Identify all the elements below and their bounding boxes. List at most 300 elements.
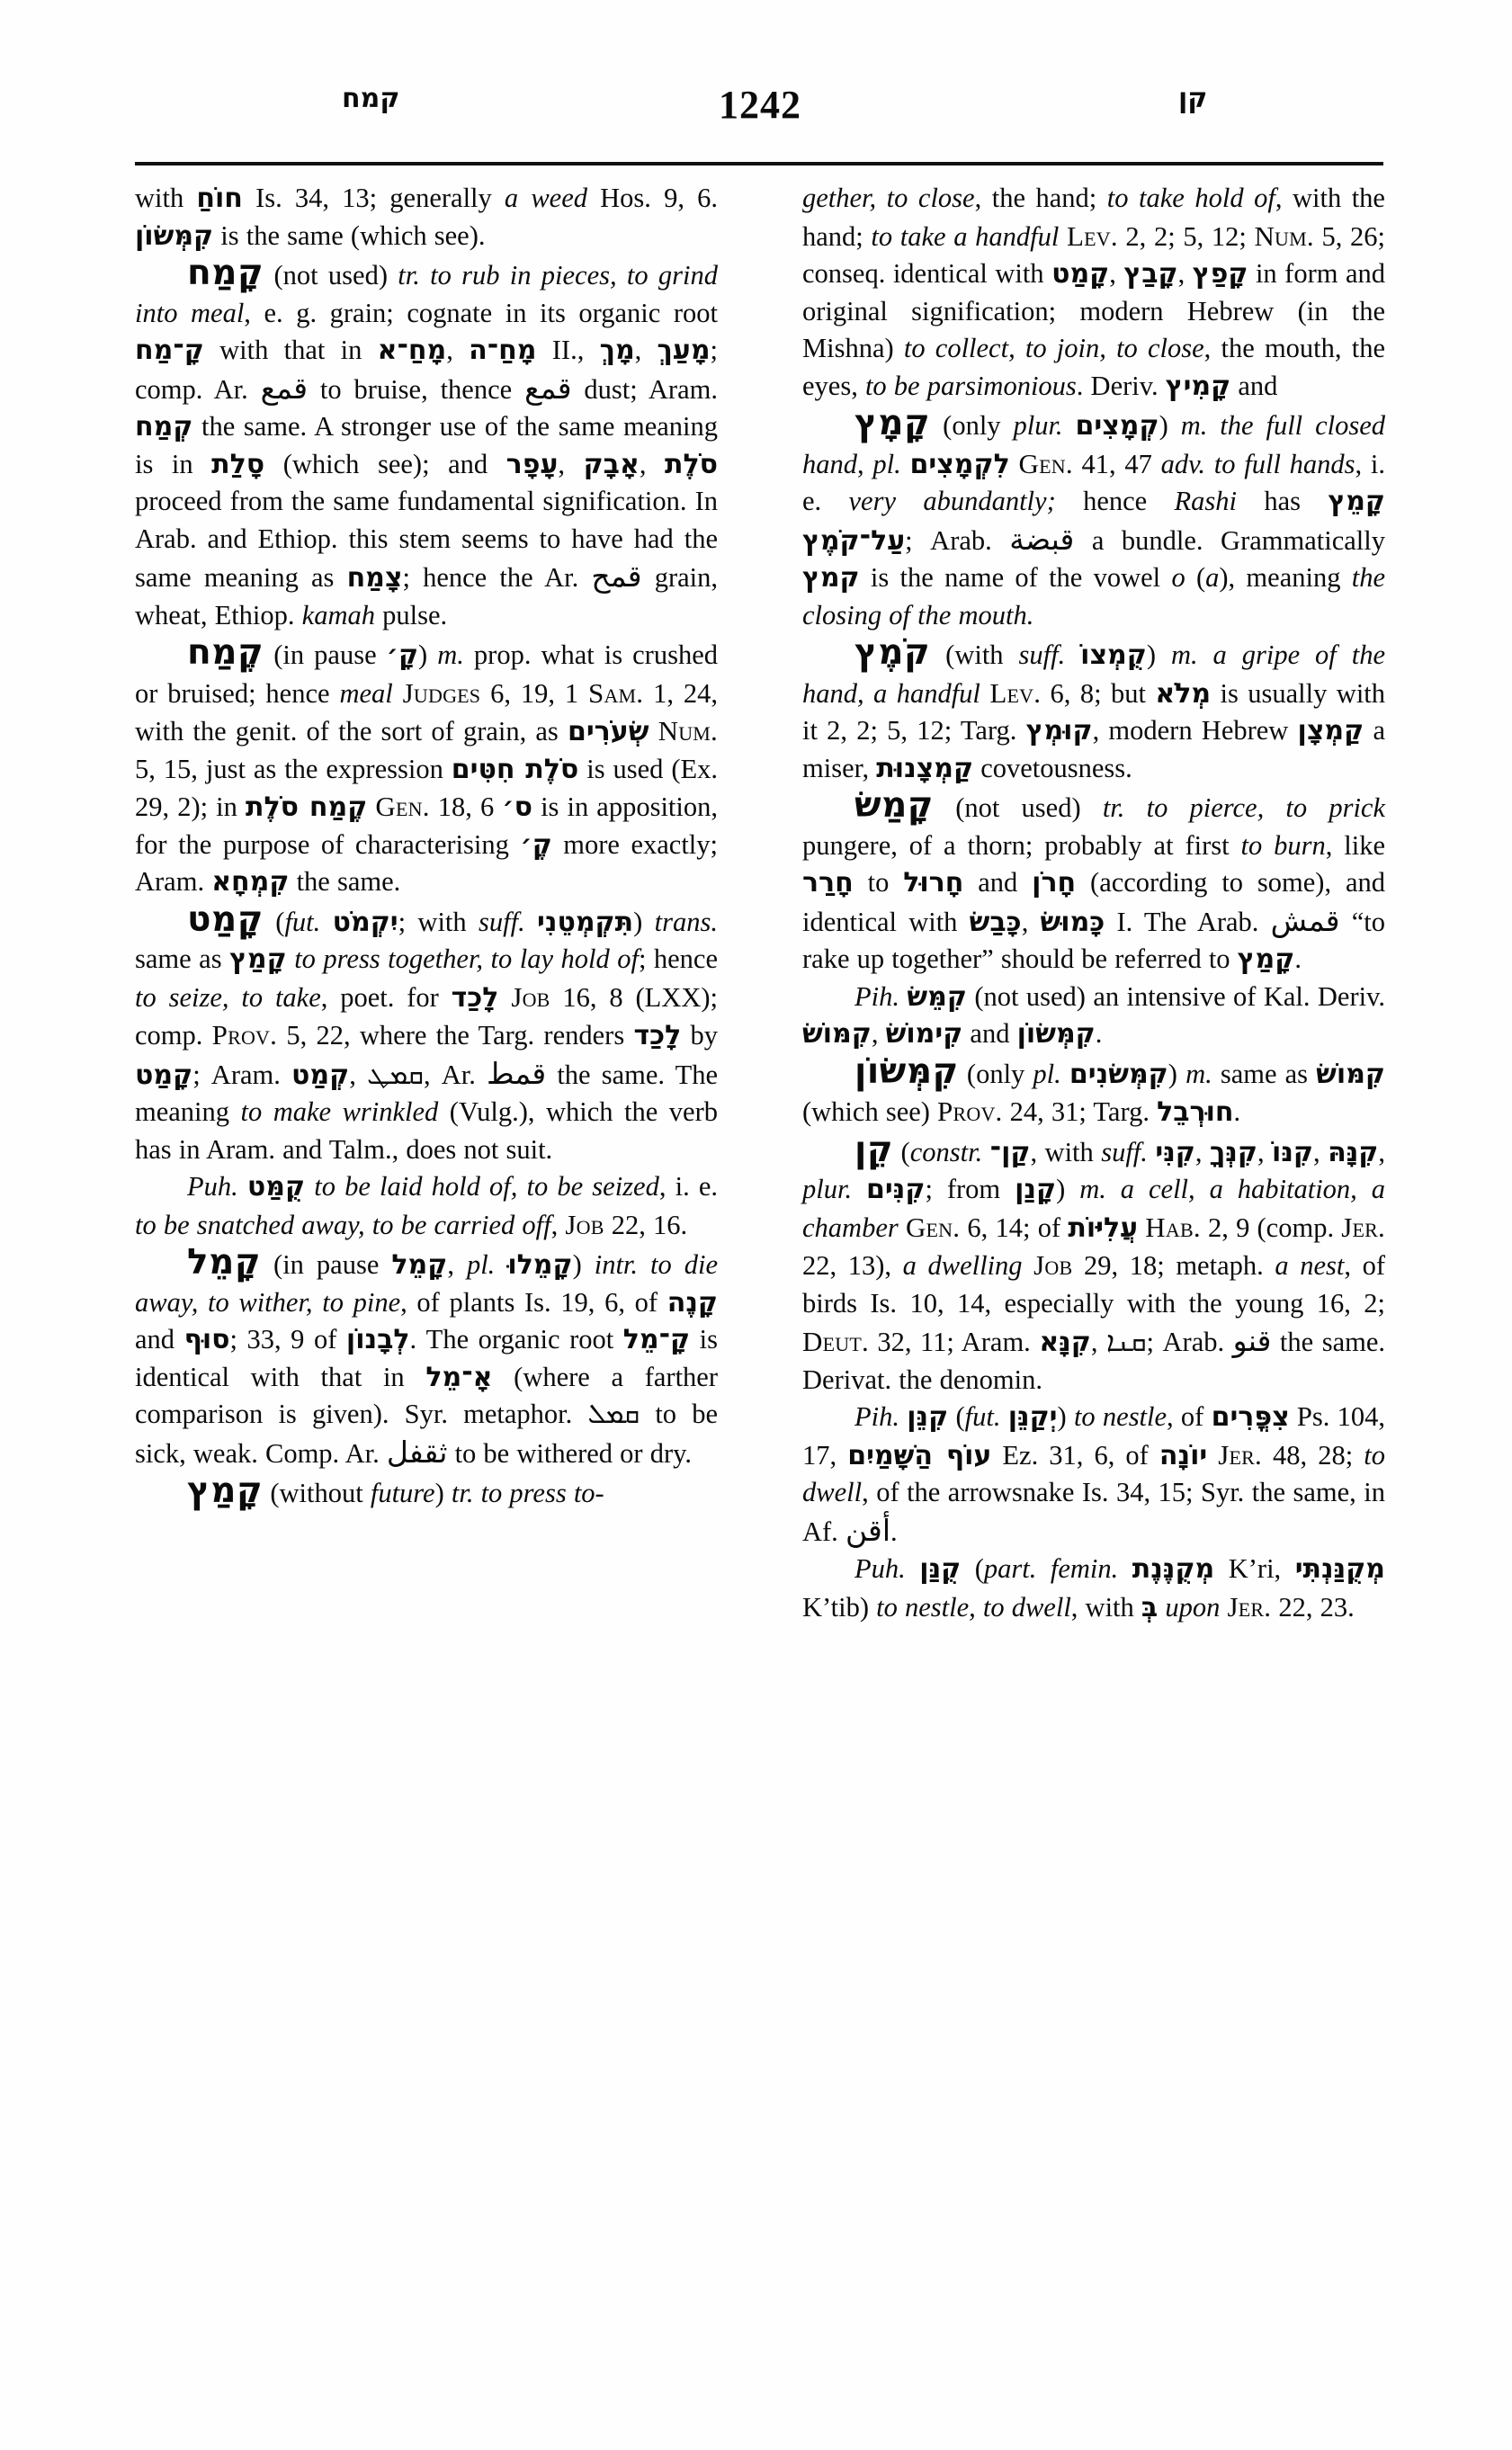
text-run: , with — [1070, 1591, 1141, 1623]
text-run: II., — [536, 335, 600, 365]
italic-run: a dwelling — [902, 1250, 1023, 1281]
arabic-run: قنو — [1232, 1323, 1272, 1358]
hebrew-run: קָמֵלוּ — [507, 1249, 573, 1281]
text-run: ; hence — [638, 943, 719, 974]
smallcaps-citation: Num. — [1254, 219, 1314, 252]
text-run: 24, 31; Targ. — [1002, 1096, 1158, 1127]
text-run: , — [1021, 906, 1041, 937]
text-run: K’ri, — [1214, 1553, 1295, 1584]
hebrew-run: שְׂעֹרִים — [567, 716, 649, 747]
text-run: , — [1194, 1136, 1210, 1167]
italic-run: to collect, to join, to close — [903, 333, 1204, 363]
running-head-right-catchword: קן — [1178, 83, 1208, 114]
text-run: 2, 9 (comp. — [1200, 1212, 1342, 1243]
text-run: ( — [1185, 562, 1206, 593]
entry-qen — [802, 1131, 1385, 1399]
entry-qomets-suffix — [802, 634, 1385, 787]
text-run: ) — [1168, 1058, 1186, 1089]
hebrew-run: קָמַט — [135, 1059, 193, 1091]
italic-run: very abundantly; — [848, 486, 1056, 516]
smallcaps-citation: Hab. — [1145, 1211, 1201, 1243]
arabic-run: قمح — [591, 559, 642, 594]
text-run: ) — [1056, 1174, 1080, 1204]
text-run: a bundle. Grammatically — [1074, 524, 1385, 556]
text-run: . — [1294, 943, 1302, 974]
text-run: , — [558, 448, 584, 479]
hebrew-run: לָכַד — [633, 1020, 682, 1051]
text-run: , with — [1030, 1136, 1102, 1167]
text-run: , — [447, 1249, 467, 1280]
hebrew-run: קָפַץ — [1192, 258, 1248, 290]
text-run — [1010, 449, 1019, 479]
left-column — [135, 180, 718, 2374]
text-run — [980, 678, 989, 709]
text-run — [498, 982, 511, 1013]
text-run — [1207, 1440, 1218, 1471]
hebrew-run: קִנִּים — [866, 1174, 926, 1205]
text-run: 22, 16. — [604, 1209, 688, 1240]
hebrew-lemma: קֹמֶץ — [854, 632, 931, 673]
text-run: grain, wheat, Ethiop. — [135, 562, 718, 630]
hebrew-run: קָ־מֵל — [622, 1324, 691, 1355]
italic-run: m. — [1185, 1058, 1212, 1089]
hebrew-run: קֻמְצוֹ — [1080, 639, 1147, 671]
hebrew-run: קְמַט — [291, 1059, 350, 1091]
text-run: the same. — [289, 866, 401, 897]
text-run: by — [681, 1020, 718, 1051]
italic-run: m. a gripe of the hand, a handful — [802, 639, 1385, 709]
hebrew-run: סֹלֶת חִטִּים — [451, 753, 579, 785]
text-run: , — [1090, 1327, 1106, 1357]
text-run — [1118, 1553, 1132, 1584]
italic-run: future — [370, 1478, 435, 1508]
text-run: has — [1237, 486, 1329, 516]
italic-run: plur. — [802, 1174, 853, 1204]
text-run: is the same (which see). — [213, 219, 486, 251]
italic-run: to dwell — [802, 1439, 1385, 1507]
italic-run: to be laid hold of, to be seized — [314, 1171, 659, 1202]
arabic-run: قمع — [524, 370, 572, 406]
hebrew-run: מָחַ־א — [377, 335, 447, 366]
text-run: , i. e. — [802, 448, 1386, 516]
text-run: in form and original signification; modern Hebrew (in the Mishna) — [802, 258, 1386, 363]
hebrew-run: בְּ — [1141, 1591, 1159, 1623]
text-run: , modern Hebrew — [1092, 715, 1298, 746]
italic-run: to take a handful — [871, 220, 1060, 252]
header-rule — [135, 162, 1383, 165]
hebrew-run: קִמּוֹשׂ — [802, 1018, 872, 1050]
hebrew-run: קִמְּשׂנִים — [1069, 1058, 1168, 1090]
text-run: , — [1109, 258, 1124, 289]
hebrew-run: יִקְמֹט — [332, 906, 398, 938]
hebrew-run: קִמּוֹשׂ — [1316, 1058, 1386, 1090]
text-run: , — [1257, 1136, 1273, 1167]
italic-run: o — [1171, 562, 1185, 593]
text-run: 18, 6 — [429, 791, 503, 822]
text-run: to — [853, 867, 904, 898]
hebrew-run: יְקַנֵּן — [1007, 1401, 1058, 1433]
smallcaps-citation: Lev. — [989, 676, 1042, 709]
hebrew-run: קִנָּהּ — [1328, 1136, 1379, 1168]
hebrew-run: קִמְּשׂוֹן — [1016, 1018, 1096, 1050]
text-run — [393, 678, 403, 709]
hebrew-run: כָּבַשׂ — [969, 906, 1022, 938]
text-run: , — [1378, 1136, 1385, 1167]
text-run: ( — [961, 1553, 984, 1584]
italic-run: a weed — [504, 183, 587, 213]
hebrew-run: קֶ׳ — [520, 828, 552, 861]
italic-run: upon — [1165, 1591, 1221, 1623]
italic-run: fut. — [284, 906, 321, 937]
text-run — [495, 1249, 507, 1280]
smallcaps-citation: Prov. — [937, 1095, 1003, 1127]
text-run: with that in — [203, 335, 378, 365]
text-run: (with — [930, 639, 1019, 670]
text-run: ; from — [925, 1174, 1015, 1204]
text-run: , — [871, 1018, 886, 1049]
italic-run: suff. — [479, 906, 525, 937]
italic-run: a — [1205, 562, 1220, 593]
italic-run: fut. — [964, 1401, 1001, 1432]
hebrew-run: קָבַץ — [1123, 258, 1178, 290]
hebrew-run: קִמְחָא — [211, 866, 290, 898]
text-run: , the mouth, the eyes, — [802, 333, 1385, 401]
italic-run: Puh. — [187, 1171, 238, 1202]
text-run — [320, 907, 332, 937]
smallcaps-citation: Num. — [658, 715, 719, 747]
hebrew-run: קִנִּי — [1155, 1136, 1195, 1168]
italic-run: to be parsimonious — [864, 370, 1077, 401]
text-run: (in pause — [264, 639, 387, 670]
text-run: (not used) — [264, 260, 398, 291]
hebrew-run: מְקֻנַּנְתִּי — [1294, 1553, 1385, 1585]
text-run: 1, 24, with the genit. of the sort of grain, as — [135, 677, 719, 747]
smallcaps-citation: Job — [1033, 1249, 1073, 1281]
entry-qamat — [135, 901, 718, 1169]
text-run: the same. The meaning — [135, 1059, 719, 1127]
text-run — [852, 1174, 866, 1204]
hebrew-run: קְמַח — [135, 411, 193, 443]
hebrew-run: קִנֵּן — [907, 1401, 949, 1433]
text-run: , — [550, 1209, 566, 1240]
text-run: prop. what is crushed or bruised; hence — [135, 639, 718, 709]
hebrew-run: קַן־ — [989, 1136, 1031, 1168]
entry-qamash-pihel — [802, 979, 1385, 1053]
italic-run: suff. — [1018, 639, 1066, 670]
hebrew-lemma: קָמַט — [187, 899, 264, 940]
italic-run: pl. — [872, 448, 901, 479]
hebrew-run: קָמַט — [1051, 258, 1110, 290]
smallcaps-citation: Job — [565, 1208, 604, 1240]
text-run: 41, 47 — [1072, 448, 1161, 479]
hebrew-run: קִנְּךָ — [1209, 1136, 1257, 1168]
right-column — [802, 180, 1385, 2374]
italic-run: intr. to die away, to wither, to pine — [135, 1249, 719, 1318]
hebrew-run: סֹלֶת — [664, 448, 719, 480]
entry-qanan-puhal — [802, 1551, 1385, 1626]
arabic-run: أقن — [845, 1512, 891, 1548]
text-run: and — [135, 1324, 184, 1355]
hebrew-run: תִּקְמְטֵנִי — [537, 906, 634, 938]
hebrew-run: אָ־מֵל — [425, 1361, 493, 1393]
arabic-run: قمش — [1270, 902, 1340, 938]
text-run: (Vulg.), which the verb has in Aram. and Talm., does not suit. — [135, 1096, 718, 1165]
text-run: ) — [572, 1249, 595, 1280]
continuation-kimmoshon — [135, 180, 718, 255]
text-run: and — [1230, 370, 1278, 401]
hebrew-run: מְלֹא — [1155, 677, 1212, 710]
hebrew-run: עֲלִיּוֹת — [1068, 1212, 1139, 1244]
hebrew-run: קָמֵץ עַל־קֹמֶץ — [802, 486, 1385, 557]
hebrew-run: קָנַן — [1015, 1174, 1057, 1205]
text-run: 6, 8; but — [1041, 677, 1156, 709]
text-run: 22, 13), — [802, 1250, 903, 1281]
smallcaps-citation: Deut. — [802, 1326, 869, 1357]
hebrew-run: קִנָּא — [1039, 1327, 1091, 1358]
text-run: ; 33, 9 of — [229, 1324, 346, 1355]
hebrew-run: חוֹחַ — [196, 183, 243, 214]
text-run: 2, 2; 5, 12; — [1117, 220, 1255, 252]
italic-run: suff. — [1101, 1136, 1148, 1167]
hebrew-lemma: קָמָץ — [854, 403, 931, 443]
hebrew-run: קַמְצָן — [1297, 715, 1364, 747]
text-run — [899, 1212, 906, 1243]
italic-run: to nestle, to dwell — [876, 1591, 1071, 1623]
smallcaps-citation: Gen. — [905, 1211, 961, 1243]
hebrew-run: מָךְ — [599, 335, 635, 366]
text-run — [525, 907, 537, 937]
italic-run: pl. — [466, 1249, 496, 1280]
hebrew-run: מָעַךְ — [657, 335, 711, 366]
hebrew-run: קְמָצִים — [1075, 410, 1159, 442]
italic-run: a nest — [1275, 1250, 1345, 1281]
text-run: 5, 15, just as the expression — [135, 753, 452, 784]
italic-run: tr. to pierce, to prick — [1102, 792, 1386, 823]
italic-run: m. the full closed hand — [802, 410, 1385, 479]
text-run: , of the arrowsnake Is. 34, 15; Syr. the same, in Af. — [802, 1477, 1385, 1547]
syriac-run: ܩܡܠ — [587, 1398, 640, 1430]
hebrew-run: קָמִיץ — [1165, 370, 1231, 402]
hebrew-run: קִמְּשׂוֹן — [135, 219, 214, 252]
smallcaps-citation: Sam. — [588, 676, 644, 709]
text-run: Is. 34, 13; generally — [242, 183, 505, 213]
italic-run: part. femin. — [983, 1553, 1119, 1584]
text-run: ; Arab. — [905, 524, 1010, 556]
text-run: , — [349, 1059, 367, 1090]
hebrew-run: קָמַץ — [1237, 943, 1295, 975]
hebrew-lemma: קָמַח — [187, 253, 264, 293]
text-run: , Ar. — [423, 1059, 487, 1090]
text-run — [906, 1553, 920, 1584]
text-run: , of — [1167, 1401, 1212, 1432]
italic-run: m. — [437, 639, 464, 670]
entry-qamats — [135, 1472, 718, 1513]
hebrew-lemma: קִמְּשׂוֹן — [854, 1051, 959, 1092]
arabic-run: قمع — [260, 370, 309, 406]
hebrew-run: צִפֳּרִים — [1211, 1401, 1290, 1433]
text-run: ; Aram. — [192, 1059, 292, 1090]
text-run: , — [1313, 1136, 1329, 1167]
text-run: 6, 19, 1 — [480, 677, 589, 709]
text-run: , with the hand; — [802, 183, 1385, 252]
hebrew-run: קֻנַּן — [919, 1553, 962, 1585]
smallcaps-citation: Jer. — [1341, 1211, 1386, 1243]
italic-run: to take hold of — [1106, 183, 1275, 213]
italic-run: to press together, to lay hold of — [294, 943, 639, 974]
text-run — [649, 716, 658, 747]
text-run: , poet. for — [320, 981, 452, 1013]
text-run: “to rake up together” should be referred to — [802, 906, 1386, 974]
text-run: the same. Derivat. the denomin. — [802, 1327, 1386, 1395]
text-run: same as — [1212, 1058, 1317, 1089]
text-run: (where a farther comparison is given). Syr. metaphor. — [135, 1361, 718, 1429]
italic-run: to burn — [1240, 829, 1326, 861]
text-run: . — [1233, 1096, 1241, 1127]
text-run: is the name of the vowel — [859, 562, 1172, 593]
text-run — [899, 1401, 907, 1432]
hebrew-run: לָכַד — [451, 981, 499, 1014]
text-run: is in apposition, for the purpose of characterising — [135, 791, 718, 860]
text-run: Ez. 31, 6, of — [991, 1439, 1159, 1471]
hebrew-run: כָּמוּשׂ — [1040, 906, 1105, 938]
text-run: K’tib) — [802, 1591, 877, 1623]
hebrew-lemma: קָמַץ — [187, 1471, 264, 1511]
hebrew-run: מְקֻנֶּנֶת — [1132, 1553, 1215, 1585]
text-run: dust; Aram. — [571, 373, 718, 405]
text-run: ; Arab. — [1146, 1327, 1233, 1357]
text-run: , i. e. — [658, 1171, 719, 1202]
text-run: ) — [1057, 1401, 1074, 1432]
text-run: ( — [263, 906, 285, 937]
text-run: to bruise, thence — [308, 373, 525, 405]
text-run: a miser, — [802, 715, 1385, 783]
text-run: . Deriv. — [1076, 370, 1166, 401]
text-run: Hos. 9, 6. — [587, 183, 718, 213]
text-run — [1059, 221, 1067, 252]
hebrew-run: עָפָר — [505, 448, 559, 480]
text-run — [305, 1171, 314, 1202]
text-run: I. The Arab. — [1105, 906, 1271, 937]
hebrew-run: חוּרְבֵל — [1157, 1096, 1234, 1128]
hebrew-run: קַמְצָנוּת — [876, 752, 974, 784]
text-run: 5, 26; conseq. identical with — [802, 220, 1385, 289]
text-run: ; with — [398, 906, 479, 937]
hebrew-run: קִנּוֹ — [1272, 1136, 1314, 1168]
text-run: (not used) an intensive of Kal. Deriv. — [966, 980, 1385, 1012]
entry-qemach-noun — [135, 634, 718, 901]
text-run: , — [639, 448, 665, 479]
italic-run: constr. — [909, 1136, 983, 1167]
hebrew-run: קָנֶה — [667, 1286, 718, 1319]
hebrew-run: קִמֵּשׂ — [907, 980, 967, 1013]
text-run: ) — [1146, 639, 1171, 670]
hebrew-run: יוֹנָה — [1159, 1439, 1208, 1471]
text-run: same as — [135, 943, 230, 974]
italic-run: trans. — [654, 906, 718, 937]
text-run: to be withered or dry. — [447, 1437, 693, 1469]
italic-run: tr. to rub in pieces, to grind into meal — [135, 260, 718, 328]
italic-run: to be snatched away, to be carried off — [135, 1209, 551, 1240]
text-run: is used (Ex. 29, 2); in — [135, 753, 718, 822]
italic-run: pl. — [1033, 1058, 1061, 1089]
entry-qamel — [135, 1244, 718, 1472]
text-run: to be sick, weak. Comp. Ar. — [135, 1399, 718, 1469]
hebrew-lemma: קֶמַח — [187, 632, 264, 673]
hebrew-lemma: קָמַשׂ — [854, 785, 935, 826]
text-run: . The organic root — [409, 1324, 623, 1355]
text-run: ; hence the Ar. — [402, 562, 592, 593]
text-run: 16, 8 (LXX); comp. — [135, 981, 718, 1051]
text-run: (not used) — [934, 792, 1103, 823]
italic-run: to nestle — [1073, 1401, 1168, 1432]
smallcaps-citation: Job — [511, 980, 550, 1013]
hebrew-run: קמץ — [802, 562, 860, 594]
text-run: 6, 14; of — [960, 1212, 1069, 1243]
smallcaps-citation: Lev. — [1066, 219, 1118, 252]
text-run: covetousness. — [973, 752, 1132, 783]
text-run: , — [857, 448, 873, 479]
text-run — [1063, 410, 1076, 441]
continuation-qamats — [802, 180, 1385, 405]
hebrew-run: צָמַח — [346, 562, 403, 594]
hebrew-run: חָרוּל — [903, 867, 964, 899]
entry-qamash — [802, 787, 1385, 979]
text-run: ) — [434, 1478, 452, 1508]
hebrew-run: קָמֵל — [391, 1249, 448, 1281]
text-run: , of birds Is. 10, 14, especially with the young 16, 2; — [802, 1250, 1385, 1319]
italic-run: gether, to close — [802, 183, 975, 213]
text-run: . — [890, 1516, 898, 1547]
hebrew-run: סָלַת — [211, 448, 265, 480]
entry-qomets-plural — [802, 405, 1385, 634]
hebrew-lemma: קֵן — [854, 1129, 894, 1170]
text-run: ( — [893, 1136, 910, 1167]
page-number: 1242 — [719, 83, 801, 127]
text-run: is usually with it 2, 2; 5, 12; Targ. — [802, 677, 1386, 746]
smallcaps-citation: Gen. — [375, 791, 430, 822]
text-run: , — [634, 335, 658, 365]
text-run: hence — [1055, 486, 1175, 516]
arabic-run: ثقفل — [386, 1434, 448, 1470]
hebrew-run: קֶמַח סֹלֶת — [245, 791, 368, 823]
text-run: , e. g. grain; cognate in its organic root — [244, 297, 718, 328]
entry-qimmeshon — [802, 1053, 1385, 1131]
italic-run: to make wrinkled — [240, 1096, 439, 1127]
text-run — [238, 1171, 247, 1202]
text-run: (which see) — [802, 1096, 938, 1127]
italic-run: tr. to press to- — [451, 1478, 604, 1508]
text-run: 22, 23. — [1271, 1591, 1355, 1623]
text-run: 32, 11; Aram. — [868, 1327, 1040, 1357]
text-run — [1061, 1059, 1069, 1089]
smallcaps-citation: Judges — [402, 676, 481, 709]
hebrew-run: קָ־מַח — [135, 335, 204, 366]
italic-run: the closing of the mouth. — [802, 562, 1385, 630]
smallcaps-citation: Jer. — [1218, 1438, 1262, 1471]
hebrew-run: אָבָק — [583, 448, 640, 480]
italic-run: Pih. — [854, 1401, 899, 1432]
text-run: ), meaning — [1219, 562, 1352, 593]
text-run: ) — [1159, 410, 1181, 441]
hebrew-run: ס׳ — [502, 791, 532, 823]
text-run: 48, 28; — [1262, 1439, 1364, 1471]
text-run: ; comp. Ar. — [135, 335, 719, 405]
hebrew-run: קָמַץ — [229, 943, 287, 975]
text-run: pulse. — [374, 599, 448, 630]
italic-run: m. a cell, a habitation, a chamber — [802, 1174, 1385, 1243]
smallcaps-citation: Gen. — [1018, 447, 1073, 479]
italic-run: adv. to full hands — [1160, 448, 1355, 479]
